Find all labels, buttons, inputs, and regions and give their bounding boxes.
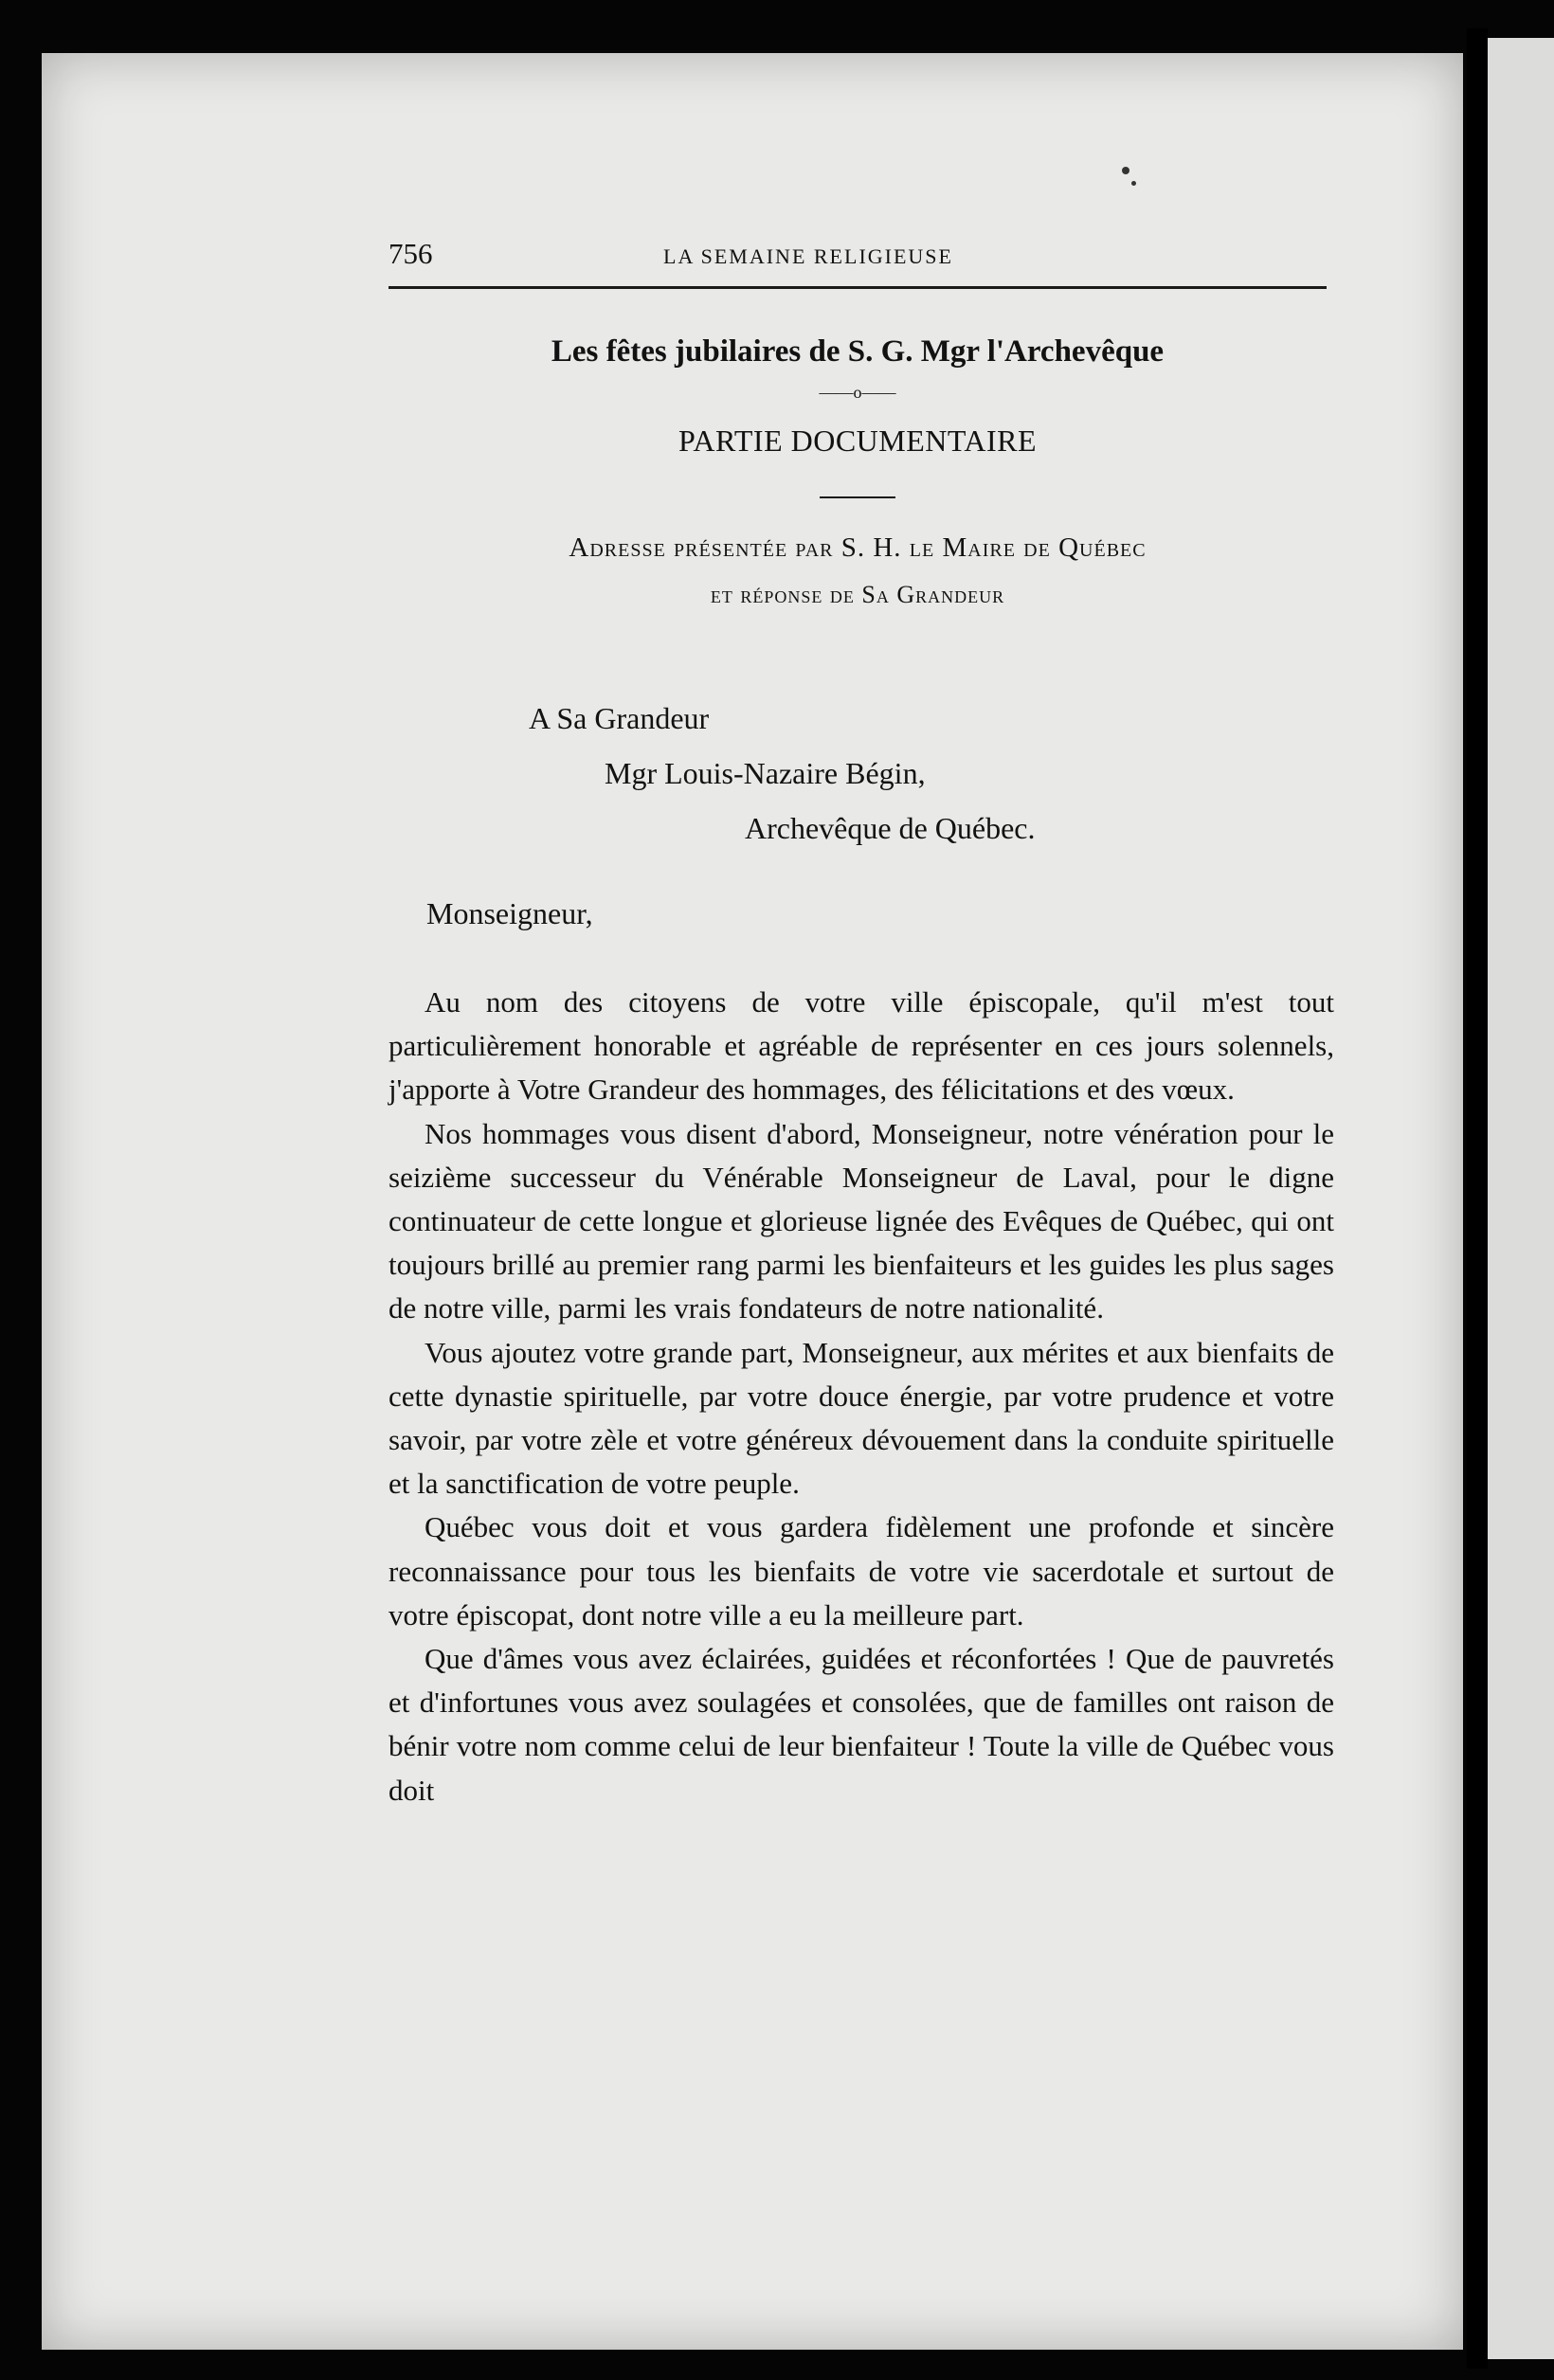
subheading-line-2: et réponse de Sa Grandeur (710, 581, 1005, 608)
header-rule (388, 286, 1327, 289)
running-head (388, 237, 1336, 275)
title-divider: ——o—— (819, 383, 896, 402)
section-title: PARTIE DOCUMENTAIRE (678, 424, 1038, 458)
page-text (388, 237, 1336, 1807)
subheading-line-1: Adresse présentée par S. H. le Maire de Québec (569, 532, 1147, 563)
paragraph: Vous ajoutez votre grande part, Monseigneur, aux mérites et aux bienfaits de cette dynastie spirituelle, par votre douce énergie, par votre prudence et votre savoir, par votre zèle et votre généreux dévouement dans la conduite spirituelle et la sanctification de votre peuple. (388, 1335, 1334, 1501)
address-line-3: Archevêque de Québec. (745, 811, 1036, 845)
print-speck (1131, 181, 1136, 186)
salutation: Monseigneur, (426, 896, 593, 930)
running-title: LA SEMAINE RELIGIEUSE (663, 244, 953, 268)
adjacent-page-edge (1488, 38, 1554, 2359)
body-text (388, 981, 1334, 1812)
paragraph: Au nom des citoyens de votre ville épiscopale, qu'il m'est tout particulièrement honorable et agréable de représenter en ces jours solennels, j'apporte à Votre Grandeur des hommages, des félicitations et des vœux. (388, 985, 1334, 1107)
print-speck (1122, 167, 1129, 174)
page-number: 756 (388, 237, 433, 270)
address-line-2: Mgr Louis-Nazaire Bégin, (605, 756, 926, 790)
address-line-1: A Sa Grandeur (529, 701, 710, 735)
section-rule (820, 496, 895, 498)
paragraph: Nos hommages vous disent d'abord, Monseigneur, notre vénération pour le seizième successeur du Vénérable Monseigneur de Laval, pour le digne continuateur de cette longue et glorieuse lignée des Evêques de Québec, qui ont toujours brillé au premier rang parmi les bienfaiteurs et les guides les plus sages de notre ville, parmi les vrais fondateurs de notre nationalité. (388, 1116, 1334, 1325)
paragraph: Que d'âmes vous avez éclairées, guidées et réconfortées ! Que de pauvretés et d'infortunes vous avez soulagées et consolées, que de familles ont raison de bénir votre nom comme celui de leur bienfaiteur ! Toute la ville de Québec vous doit (388, 1642, 1334, 1807)
book-gutter (1467, 28, 1488, 2369)
paragraph: Québec vous doit et vous gardera fidèlement une profonde et sincère reconnaissance pour tous les bienfaits de votre vie sacerdotale et surtout de votre épiscopat, dont notre ville a eu la meilleure part. (388, 1510, 1334, 1632)
article-title: Les fêtes jubilaires de S. G. Mgr l'Archevêque (551, 334, 1165, 369)
